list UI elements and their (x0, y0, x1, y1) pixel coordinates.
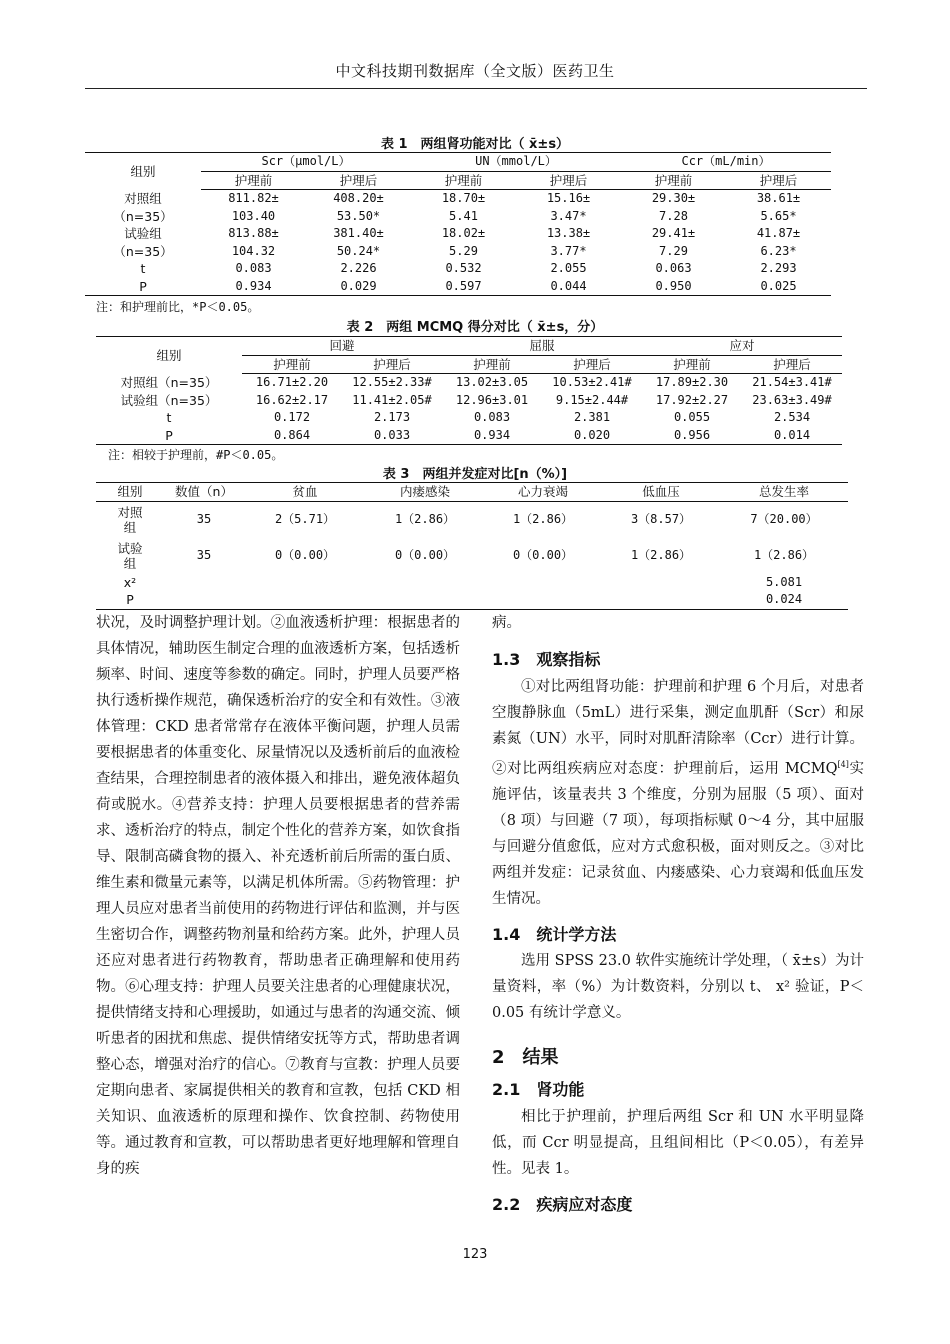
table-cell: 15.16± (546, 191, 591, 205)
table-cell: 811.82± (228, 191, 279, 205)
table-cell: 2.173 (373, 410, 411, 424)
table-cell: 0.950 (621, 278, 726, 296)
table-cell: 6.23* (760, 243, 797, 258)
table-cell: 21.54±3.41# (752, 375, 832, 389)
table-cell: 29.41± (651, 226, 696, 240)
row-label: P (96, 427, 242, 445)
table-cell: 2.381 (573, 410, 611, 424)
heading-2: 2 结果 (492, 1047, 559, 1068)
table-cell: 0.597 (411, 278, 516, 296)
table2-sub: 护理后 (542, 355, 642, 374)
table-cell: 35 (196, 547, 212, 562)
table-cell (484, 591, 602, 609)
table-cell: 0.020 (542, 427, 642, 445)
table-cell: 7（20.00） (750, 511, 818, 526)
table-cell: 23.63±3.49# (752, 392, 832, 407)
heading-1-4: 1.4 统计学方法 (492, 925, 617, 944)
page-number: 123 (462, 1247, 488, 1262)
table2-sub: 护理前 (642, 355, 742, 374)
para-2-1: 相比于护理前，护理后两组 Scr 和 UN 水平明显降低，而 Ccr 明显提高，且组间相比（P＜0.05），有差异性。见表 1。 (492, 1109, 864, 1177)
table-cell: 17.92±2.27 (655, 392, 729, 407)
table-cell: 18.70± (441, 191, 486, 205)
table-cell (602, 574, 720, 592)
table-row (96, 574, 848, 592)
table-cell: 10.53±2.41# (552, 375, 632, 389)
table1-metric: UN（mmol/L） (411, 153, 621, 172)
table-cell: 17.89±2.30 (655, 375, 729, 389)
table-cell: 0（0.00） (394, 547, 456, 562)
table3-header: 低血压 (602, 483, 720, 502)
table-cell: 38.61± (756, 191, 801, 205)
table-cell: 0.956 (642, 427, 742, 445)
table-cell: 813.88± (228, 226, 279, 240)
table-cell (484, 574, 602, 592)
row-label: 试验组 (124, 226, 162, 241)
row-label: （n=35） (113, 243, 173, 259)
table-cell: 7.29 (659, 243, 688, 258)
table-cell: 0.172 (273, 410, 311, 424)
heading-2-1: 2.1 肾功能 (492, 1080, 585, 1099)
table-cell: 0.055 (673, 410, 711, 424)
table-cell: 0.044 (516, 278, 621, 296)
row-label: 试验组（n=35） (120, 392, 218, 408)
table-cell: 1（2.86） (630, 547, 692, 562)
continuation: 病。 (492, 615, 521, 631)
row-label: 试验组 (117, 540, 143, 571)
table-row (85, 225, 831, 243)
table-cell: 0.024 (720, 591, 848, 609)
table-cell: 11.41±2.05# (352, 392, 432, 407)
table-cell: 2.226 (340, 261, 377, 275)
table-cell: 12.96±3.01 (455, 392, 529, 407)
table-cell: 35 (196, 511, 212, 526)
para-1-3 (492, 674, 864, 912)
table3-header: 贫血 (244, 483, 366, 502)
table-cell: 2.055 (550, 261, 587, 275)
table3-header: 组别 (96, 483, 164, 502)
table-cell: 0.934 (442, 427, 542, 445)
table-cell (244, 574, 366, 592)
table-row (96, 501, 848, 538)
table-cell: 5.29 (449, 243, 478, 258)
table-cell: 0.532 (445, 261, 482, 275)
table-cell (244, 591, 366, 609)
table2-dim: 回避 (242, 337, 442, 356)
row-label: 对照组 (117, 504, 143, 535)
para-1-3-text: ①对比两组肾功能：护理前和护理 6 个月后，对患者空腹静脉血（5mL）进行采集，测定血肌酐（Scr）和尿素氮（UN）水平，同时对肌酐清除率（Ccr）进行计算。②对比两组疾病应对态度：护理前后，运用 MCMQ (492, 679, 864, 777)
table2-sub: 护理后 (742, 355, 842, 374)
table3-header: 内瘘感染 (366, 483, 484, 502)
table-cell: 1（2.86） (394, 511, 456, 526)
table-cell: 12.55±2.33# (352, 375, 432, 389)
row-label: P (85, 278, 201, 296)
table3-header: 心力衰竭 (484, 483, 602, 502)
table-row (85, 208, 831, 226)
table2-sub: 护理前 (442, 355, 542, 374)
table-cell (366, 574, 484, 592)
table-row (85, 243, 831, 261)
table1-sub: 护理前 (621, 171, 726, 190)
table-cell: 0.864 (242, 427, 342, 445)
table-cell: 0.014 (742, 427, 842, 445)
table1 (85, 152, 831, 296)
table-cell: 2（5.71） (274, 511, 336, 526)
table-cell: 53.50* (336, 208, 381, 223)
header-rule (85, 88, 867, 89)
table1-metric: Scr（μmol/L） (201, 153, 411, 172)
para-1-4: 选用 SPSS 23.0 软件实施统计学处理，（ x̄±s）为计量资料，率（%）为计数资料，分别以 t、 x² 验证，P＜0.05 有统计学意义。 (492, 953, 864, 1021)
table-cell: 0.063 (655, 261, 692, 275)
table1-metric: Ccr（mL/min） (621, 153, 831, 172)
table-cell: 3.47* (550, 208, 587, 223)
table-cell: 0.033 (342, 427, 442, 445)
table2-dim: 屈服 (442, 337, 642, 356)
table-row (96, 392, 842, 410)
table-cell: 0.025 (726, 278, 831, 296)
table2 (96, 336, 842, 445)
row-label: 对照组（n=35） (120, 374, 218, 390)
table-cell: 0.083 (473, 410, 511, 424)
table-cell: 5.41 (449, 208, 478, 223)
table-row (85, 278, 831, 296)
table-cell: 5.65* (760, 208, 797, 223)
table-cell: 0.083 (235, 261, 272, 275)
table-cell: 7.28 (659, 208, 688, 223)
table-cell: 3.77* (550, 243, 587, 258)
table1-sub: 护理后 (726, 171, 831, 190)
table-cell: 408.20± (333, 191, 384, 205)
table1-sub: 护理后 (306, 171, 411, 190)
table-cell (164, 574, 244, 592)
table1-group-header: 组别 (85, 153, 201, 190)
table-cell (164, 591, 244, 609)
table-cell: 0（0.00） (512, 547, 574, 562)
row-label: x² (123, 574, 137, 590)
table2-group-header: 组别 (96, 337, 242, 374)
table1-note: 注：和护理前比，*P＜0.05。 (96, 300, 260, 314)
row-label: P (96, 591, 164, 609)
table-cell: 0.934 (201, 278, 306, 296)
row-label: 对照组 (124, 190, 162, 206)
table-cell: 18.02± (441, 226, 486, 240)
table-cell: 2.534 (773, 410, 811, 424)
table-row (85, 260, 831, 278)
table3-header: 数值（n） (164, 483, 244, 502)
table-cell: 41.87± (756, 226, 801, 240)
table-cell: 2.293 (760, 261, 797, 275)
table-cell: 381.40± (333, 226, 384, 240)
table3-caption: 表 3 两组并发症对比[n（%）] (382, 467, 568, 482)
table-cell: 104.32 (231, 243, 276, 258)
table1-sub: 护理后 (516, 171, 621, 190)
heading-2-2: 2.2 疾病应对态度 (492, 1195, 633, 1214)
table2-dim: 应对 (642, 337, 842, 356)
table3-header: 总发生率 (720, 483, 848, 502)
table-row (96, 427, 842, 445)
table-cell: 13.38± (546, 226, 591, 240)
para-1-3-text-b: 实施评估，该量表共 3 个维度，分别为屈服（5 项）、面对（8 项）与回避（7 项），每项指标赋 0～4 分，其中屈服与回避分值愈低，应对方式愈积极，面对则反之。③对比两组并发症：记录贫血、内瘘感染、心力衰竭和低血压发生情况。 (492, 760, 864, 907)
left-column (96, 610, 460, 1182)
ref-marker: [4] (837, 760, 849, 769)
table-cell: 3（8.57） (630, 511, 692, 526)
table-cell: 0.029 (306, 278, 411, 296)
row-label: t (166, 410, 172, 425)
table2-sub: 护理前 (242, 355, 342, 374)
table1-sub: 护理前 (411, 171, 516, 190)
table-cell: 9.15±2.44# (555, 392, 629, 407)
table-cell: 5.081 (765, 574, 803, 589)
table2-note: 注：相较于护理前，#P＜0.05。 (108, 448, 284, 462)
table-row (96, 374, 842, 392)
journal-header: 中文科技期刊数据库（全文版）医药卫生 (335, 62, 615, 80)
table1-caption: 表 1 两组肾功能对比（ x̄±s） (380, 137, 570, 152)
table-cell: 50.24* (336, 243, 381, 258)
left-paragraph: 状况，及时调整护理计划。②血液透析护理：根据患者的具体情况，辅助医生制定合理的血液透析方案，包括透析频率、时间、速度等参数的确定。同时，护理人员要严格执行透析操作规范，确保透析治疗的安全和有效性。③液体管理：CKD 患者常常存在液体平衡问题，护理人员需要根据患者的体重变化、尿量情况以及透析前后的血液检查结果，合理控制患者的液体摄入和排出，避免液体超负荷或脱水。④营养支持：护理人员要根据患者的营养需求、透析治疗的特点，制定个性化的营养方案，如饮食指导、限制高磷食物的摄入、补充透析前后所需的蛋白质、维生素和微量元素等，以满足机体所需。⑤药物管理：护理人员应对患者当前使用的药物进行评估和监测，并与医生密切合作，调整药物剂量和给药方案。此外，护理人员还应对患者进行药物教育，帮助患者正确理解和使用药物。⑥心理支持：护理人员要关注患者的心理健康状况，提供情绪支持和心理援助，如通过与患者的沟通交流、倾听患者的困扰和焦虑、提供情绪安抚等方式，帮助患者调整心态，增强对治疗的信心。⑦教育与宣教：护理人员要定期向患者、家属提供相关的教育和宣教，包括 CKD 相关知识、血液透析的原理和操作、饮食控制、药物使用等。通过教育和宣教，可以帮助患者更好地理解和管理自身的疾 (96, 615, 460, 1177)
table-cell: 13.02±3.05 (455, 375, 529, 389)
heading-1-3: 1.3 观察指标 (492, 650, 601, 669)
table1-sub: 护理前 (201, 171, 306, 190)
table-cell (366, 591, 484, 609)
table2-caption: 表 2 两组 MCMQ 得分对比（ x̄±s，分） (346, 320, 604, 335)
table-row (85, 190, 831, 208)
table-cell: 0（0.00） (274, 547, 336, 562)
table-cell: 1（2.86） (512, 511, 574, 526)
table-row (96, 591, 848, 609)
table-cell (602, 591, 720, 609)
table-cell: 16.62±2.17 (255, 392, 329, 407)
table-row (96, 409, 842, 427)
row-label: （n=35） (113, 208, 173, 224)
table2-sub: 护理后 (342, 355, 442, 374)
table-cell: 16.71±2.20 (255, 375, 329, 389)
row-label: t (140, 261, 146, 276)
table-cell: 29.30± (651, 191, 696, 205)
table3 (96, 482, 848, 610)
table-cell: 103.40 (231, 208, 276, 223)
table-row (96, 538, 848, 574)
table-cell: 1（2.86） (753, 547, 815, 562)
